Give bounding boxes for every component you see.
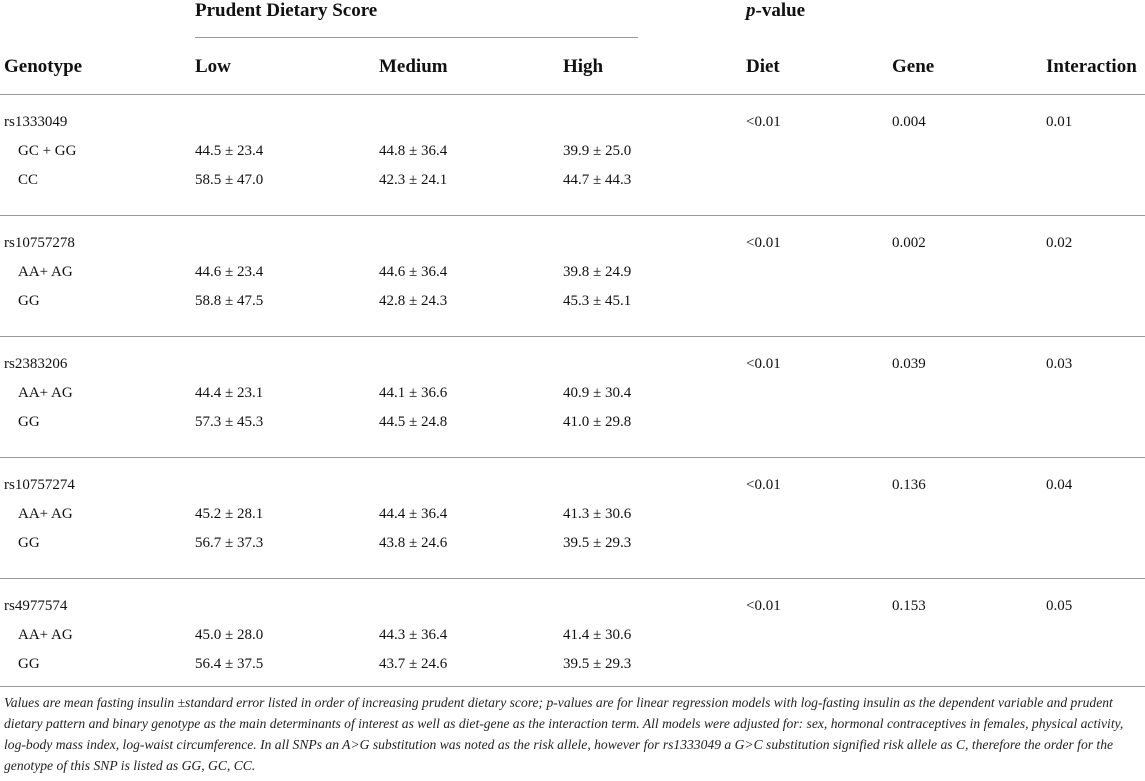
genotype-label: GG xyxy=(18,414,40,430)
value-high: 41.4 ± 30.6 xyxy=(563,627,632,643)
value-low: 44.5 ± 23.4 xyxy=(195,143,264,159)
diet-p: <0.01 xyxy=(746,356,781,372)
gene-p: 0.004 xyxy=(892,114,926,130)
col-header-gene: Gene xyxy=(892,56,935,77)
header-rule xyxy=(0,94,1145,95)
diet-p: <0.01 xyxy=(746,598,781,614)
diet-p: <0.01 xyxy=(746,114,781,130)
group-divider xyxy=(0,578,1145,579)
interaction-p: 0.04 xyxy=(1046,477,1073,493)
table-bottom-rule xyxy=(0,686,1145,687)
gene-p: 0.136 xyxy=(892,477,926,493)
col-header-interaction: Interaction xyxy=(1046,56,1137,77)
col-header-genotype: Genotype xyxy=(4,56,83,77)
col-header-medium: Medium xyxy=(379,56,448,77)
interaction-p: 0.02 xyxy=(1046,235,1073,251)
value-low: 56.4 ± 37.5 xyxy=(195,656,264,672)
value-high: 41.0 ± 29.8 xyxy=(563,414,632,430)
gene-p: 0.002 xyxy=(892,235,926,251)
value-medium: 44.5 ± 24.8 xyxy=(379,414,448,430)
value-low: 44.4 ± 23.1 xyxy=(195,385,264,401)
value-low: 56.7 ± 37.3 xyxy=(195,535,264,551)
genotype-label: GC + GG xyxy=(18,143,77,159)
value-medium: 44.8 ± 36.4 xyxy=(379,143,448,159)
value-medium: 43.8 ± 24.6 xyxy=(379,535,448,551)
snp-label: rs10757274 xyxy=(4,477,75,493)
col-header-high: High xyxy=(563,56,604,77)
value-low: 44.6 ± 23.4 xyxy=(195,264,264,280)
snp-label: rs10757278 xyxy=(4,235,75,251)
value-medium: 43.7 ± 24.6 xyxy=(379,656,448,672)
value-medium: 44.3 ± 36.4 xyxy=(379,627,448,643)
value-low: 58.5 ± 47.0 xyxy=(195,172,264,188)
group-divider xyxy=(0,336,1145,337)
group-header-prudent-dietary-score: Prudent Dietary Score xyxy=(195,0,378,21)
p-italic: p xyxy=(746,0,756,21)
value-high: 41.3 ± 30.6 xyxy=(563,506,632,522)
value-low: 45.0 ± 28.0 xyxy=(195,627,264,643)
gene-p: 0.039 xyxy=(892,356,926,372)
snp-label: rs1333049 xyxy=(4,114,68,130)
p-value-suffix: -value xyxy=(755,0,806,21)
interaction-p: 0.05 xyxy=(1046,598,1073,614)
group-header-p-value xyxy=(746,0,805,22)
genotype-label: AA+ AG xyxy=(18,506,73,522)
value-medium: 44.6 ± 36.4 xyxy=(379,264,448,280)
diet-p: <0.01 xyxy=(746,235,781,251)
diet-p: <0.01 xyxy=(746,477,781,493)
value-high: 44.7 ± 44.3 xyxy=(563,172,632,188)
group-divider xyxy=(0,457,1145,458)
group-underline xyxy=(195,37,638,38)
genotype-label: GG xyxy=(18,293,40,309)
value-medium: 42.3 ± 24.1 xyxy=(379,172,448,188)
gene-p: 0.153 xyxy=(892,598,926,614)
interaction-p: 0.01 xyxy=(1046,114,1073,130)
interaction-p: 0.03 xyxy=(1046,356,1073,372)
snp-label: rs2383206 xyxy=(4,356,68,372)
table-footnote: Values are mean fasting insulin ±standard error listed in order of increasing prudent dietary score; p-values are for linear regression models with log-fasting insulin as the dependent variable and prudent dietary pattern and binary genotype as the main determinants of interest as well as diet-gene as the interaction term. All models were adjusted for: sex, hormonal contraceptives in females, physical activity, log-body mass index, log-waist circumference. In all SNPs an A>G substitution was noted as the risk allele, however for rs1333049 a G>C substitution signified risk allele as C, therefore the order for the genotype of this SNP is listed as GG, GC, CC. xyxy=(4,695,1124,773)
genotype-label: GG xyxy=(18,656,40,672)
value-low: 57.3 ± 45.3 xyxy=(195,414,264,430)
value-medium: 44.4 ± 36.4 xyxy=(379,506,448,522)
value-medium: 44.1 ± 36.6 xyxy=(379,385,448,401)
genotype-label: CC xyxy=(18,172,39,188)
value-high: 39.5 ± 29.3 xyxy=(563,656,632,672)
genotype-label: AA+ AG xyxy=(18,264,73,280)
value-high: 40.9 ± 30.4 xyxy=(563,385,632,401)
value-high: 45.3 ± 45.1 xyxy=(563,293,632,309)
group-divider xyxy=(0,215,1145,216)
genotype-label: AA+ AG xyxy=(18,627,73,643)
col-header-diet: Diet xyxy=(746,56,780,77)
value-low: 58.8 ± 47.5 xyxy=(195,293,264,309)
value-low: 45.2 ± 28.1 xyxy=(195,506,264,522)
value-high: 39.8 ± 24.9 xyxy=(563,264,632,280)
value-high: 39.5 ± 29.3 xyxy=(563,535,632,551)
genotype-label: GG xyxy=(18,535,40,551)
value-medium: 42.8 ± 24.3 xyxy=(379,293,448,309)
genotype-label: AA+ AG xyxy=(18,385,73,401)
col-header-low: Low xyxy=(195,56,231,77)
snp-label: rs4977574 xyxy=(4,598,68,614)
value-high: 39.9 ± 25.0 xyxy=(563,143,632,159)
